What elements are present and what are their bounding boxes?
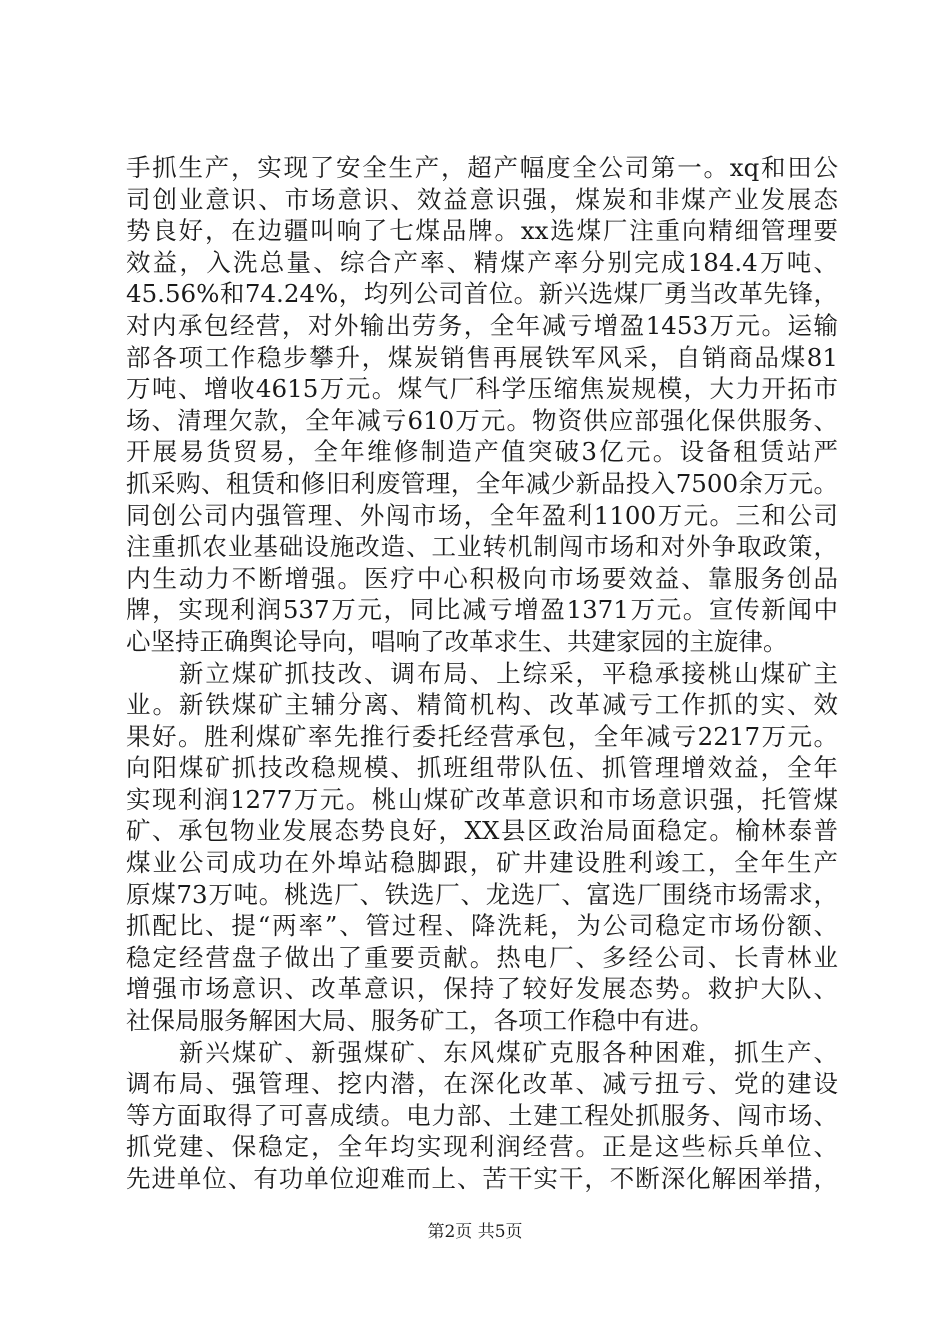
body-text [126,152,838,1195]
text-line: 增强市场意识、改革意识，保持了较好发展态势。救护大队、 [126,974,838,1004]
text-line: 抓党建、保稳定，全年均实现利润经营。正是这些标兵单位、 [126,1132,838,1162]
text-line: 效益，入洗总量、综合产率、精煤产率分别完成184.4万吨、 [126,247,838,277]
text-line: 社保局服务解困大局、服务矿工，各项工作稳中有进。 [126,1006,714,1036]
text-line: 势良好，在边疆叫响了七煤品牌。xx选煤厂注重向精细管理要 [126,216,838,246]
text-line: 同创公司内强管理、外闯市场，全年盈利1100万元。三和公司 [126,500,838,530]
text-line: 等方面取得了可喜成绩。电力部、土建工程处抓服务、闯市场、 [126,1100,838,1130]
text-line: 新兴煤矿、新强煤矿、东风煤矿克服各种困难，抓生产、 [126,1037,838,1067]
text-line: 开展易货贸易，全年维修制造产值突破3亿元。设备租赁站严 [126,437,838,467]
text-line: 内生动力不断增强。医疗中心积极向市场要效益、靠服务创品 [126,563,838,593]
text-line: 抓采购、租赁和修旧利废管理，全年减少新品投入7500余万元。 [126,468,838,498]
text-line: 对内承包经营，对外输出劳务，全年减亏增盈1453万元。运输 [126,310,838,340]
text-line: 司创业意识、市场意识、效益意识强，煤炭和非煤产业发展态 [126,184,838,214]
page-footer: 第2页 共5页 [427,1222,523,1242]
text-line: 心坚持正确舆论导向，唱响了改革求生、共建家园的主旋律。 [126,626,788,656]
text-line: 业。新铁煤矿主辅分离、精简机构、改革减亏工作抓的实、效 [126,690,838,720]
text-line: 稳定经营盘子做出了重要贡献。热电厂、多经公司、长青林业 [126,942,838,972]
text-line: 矿、承包物业发展态势良好，XX县区政治局面稳定。榆林泰普 [126,816,838,846]
text-line: 向阳煤矿抓技改稳规模、抓班组带队伍、抓管理增效益，全年 [126,753,838,783]
text-line: 果好。胜利煤矿率先推行委托经营承包，全年减亏2217万元。 [126,721,838,751]
text-line: 原煤73万吨。桃选厂、铁选厂、龙选厂、富选厂围绕市场需求， [126,879,838,909]
text-line: 抓配比、提“两率”、管过程、降洗耗，为公司稳定市场份额、 [126,911,838,941]
text-line: 牌，实现利润537万元，同比减亏增盈1371万元。宣传新闻中 [126,595,838,625]
text-line: 45.56%和74.24%，均列公司首位。新兴选煤厂勇当改革先锋， [126,279,838,309]
text-line: 煤业公司成功在外埠站稳脚跟，矿井建设胜利竣工，全年生产 [126,848,838,878]
text-line: 万吨、增收4615万元。煤气厂科学压缩焦炭规模，大力开拓市 [126,374,838,404]
text-line: 部各项工作稳步攀升，煤炭销售再展铁军风采，自销商品煤81 [126,342,838,372]
text-line: 注重抓农业基础设施改造、工业转机制闯市场和对外争取政策， [126,532,838,562]
text-line: 先进单位、有功单位迎难而上、苦干实干，不断深化解困举措， [126,1164,838,1193]
text-line: 场、清理欠款，全年减亏610万元。物资供应部强化保供服务、 [126,405,838,435]
text-line: 手抓生产，实现了安全生产，超产幅度全公司第一。xq和田公 [126,153,838,182]
text-line: 新立煤矿抓技改、调布局、上综采，平稳承接桃山煤矿主 [126,658,838,688]
text-line: 实现利润1277万元。桃山煤矿改革意识和市场意识强，托管煤 [126,784,838,814]
text-line: 调布局、强管理、挖内潜，在深化改革、减亏扭亏、党的建设 [126,1069,838,1099]
